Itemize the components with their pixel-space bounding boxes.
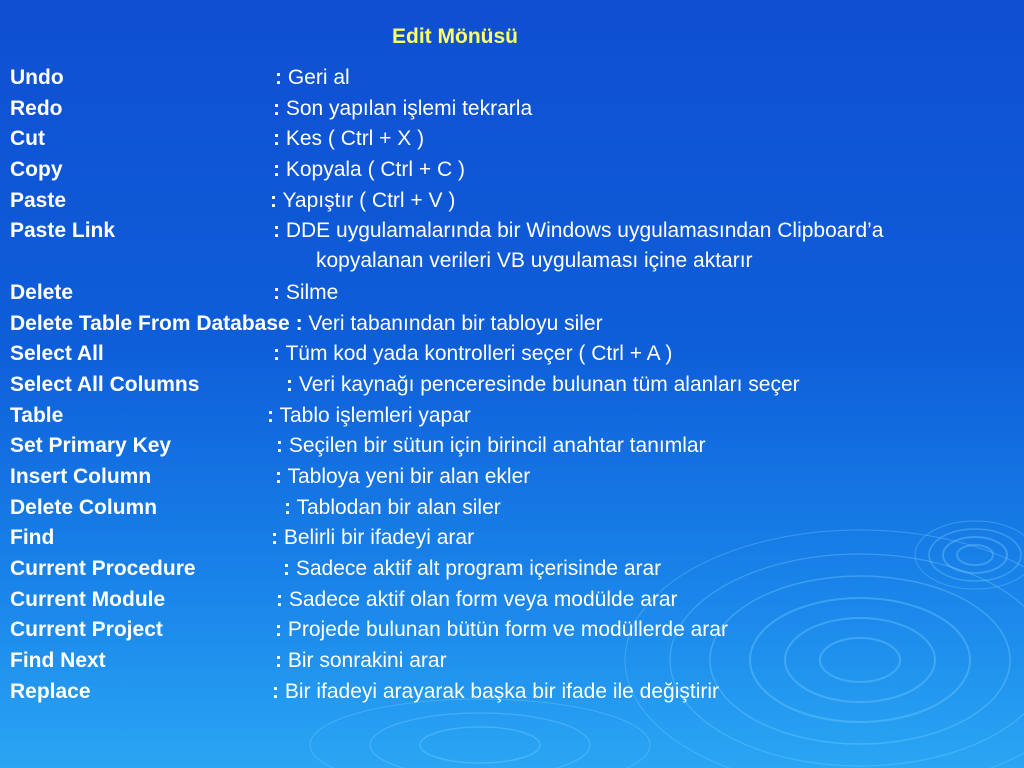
definition [275,64,350,92]
definition-text: Projede bulunan bütün form ve modüllerde arar [287,618,728,642]
definition [276,586,678,614]
definition [273,340,672,368]
slide-title: Edit Mönüsü [392,25,518,48]
separator: : [276,587,283,611]
separator: : [275,66,282,89]
list-item-current-project [10,616,1020,647]
definition-text: DDE uygulamalarında bir Windows uygulamasından Clipboard’a [285,219,884,243]
separator: : [275,649,282,673]
term-label: Current Procedure [10,557,196,581]
definition [286,371,800,399]
separator: : [283,557,290,581]
definition-text: Tüm kod yada kontrolleri seçer ( Ctrl + A ) [285,342,673,366]
definition-text: Kopyala ( Ctrl + C ) [285,158,465,182]
list-item-replace [10,678,1020,709]
separator: : [272,679,279,703]
separator: : [273,280,280,304]
definition [273,95,532,123]
definition [283,555,661,583]
separator: : [270,188,277,212]
definition-text: Sadece aktif olan form veya modülde arar [288,587,678,611]
definition-text: Kes ( Ctrl + X ) [285,127,425,151]
separator: : [275,618,282,642]
definition [284,494,501,522]
list-item-delete-column [10,494,1020,525]
term-label: Paste Link [10,219,116,243]
definition [275,463,530,491]
list-item-paste [10,187,1020,218]
term-label: Paste [10,188,67,212]
term-label: Redo [10,96,63,120]
term-label: Delete Column [10,495,158,519]
definition [271,524,474,552]
definition-text: Bir ifadeyi arayarak başka bir ifade ile değiştirir [284,679,720,703]
list-item-find [10,524,1020,555]
term-label: Cut [10,127,45,151]
separator: : [273,96,280,120]
list-item-cut [10,125,1020,156]
term-label: Current Module [10,587,166,611]
definition-text: Tabloya yeni bir alan ekler [287,464,531,488]
definition-text: Yapıştır ( Ctrl + V ) [282,188,456,212]
term-label: Undo [10,66,64,89]
term-label: Table [10,403,64,427]
definition-text: Sadece aktif alt program içerisinde arar [295,557,662,581]
term-label: Delete Table From Database [10,311,290,335]
term-label: Find [10,526,55,550]
definition-text: Tablodan bir alan siler [296,495,501,519]
separator: : [295,311,303,335]
separator: : [276,434,283,458]
definition-text: Tablo işlemleri yapar [279,403,471,427]
list-item-select-all [10,340,1020,371]
term-label: Set Primary Key [10,434,172,458]
definition [276,432,706,460]
definition-text: Bir sonrakini arar [287,649,447,673]
definition-text: Silme [285,280,339,304]
list-item-set-primary-key [10,432,1020,463]
list-item-find-next [10,647,1020,678]
list-item-current-module [10,586,1020,617]
menu-definition-list [10,64,1020,708]
list-item-delete-table-from-database [10,310,1020,341]
definition [270,187,455,215]
list-item-select-all-columns [10,371,1020,402]
list-item-copy [10,156,1020,187]
term-label: Select All [10,342,104,366]
definition-text: Seçilen bir sütun için birincil anahtar tanımlar [288,434,706,458]
separator: : [267,403,274,427]
list-item-delete [10,279,1020,310]
separator: : [273,127,280,151]
term-label: Find Next [10,649,106,673]
separator: : [273,219,280,243]
definition-text: Belirli bir ifadeyi arar [283,526,475,550]
definition [273,217,883,276]
separator: : [273,342,280,366]
definition [273,125,424,153]
separator: : [284,495,291,519]
definition [267,402,471,430]
list-item-undo [10,64,1020,95]
list-item-paste-link [10,217,1020,278]
list-item-redo [10,95,1020,126]
definition-text: Son yapılan işlemi tekrarla [285,96,533,120]
list-item-table [10,402,1020,433]
term-label: Insert Column [10,464,152,488]
definition-text: Geri al [287,66,350,89]
separator: : [286,372,293,396]
definition [275,616,728,644]
definition [273,279,338,307]
definition [273,156,465,184]
list-item-insert-column [10,463,1020,494]
definition-text: Veri kaynağı penceresinde bulunan tüm alanları seçer [298,372,800,396]
term-label: Current Project [10,618,163,642]
list-item-current-procedure [10,555,1020,586]
term-label: Select All Columns [10,372,200,396]
term-label: Copy [10,158,63,182]
separator: : [275,464,282,488]
separator: : [271,526,278,550]
definition-text: Veri tabanından bir tabloyu siler [308,311,603,335]
separator: : [273,158,280,182]
definition [272,678,719,706]
term-label: Delete [10,280,74,304]
definition-text-continued: kopyalanan verileri VB uygulaması içine aktarır [316,249,753,273]
definition [275,647,447,675]
term-label: Replace [10,679,91,703]
